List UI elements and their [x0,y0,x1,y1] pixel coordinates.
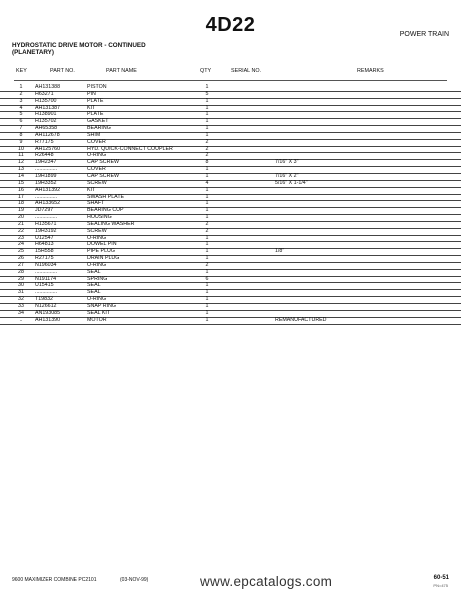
row-part-no: ............... [35,193,58,200]
row-qty: 1 [205,282,209,289]
row-part-name: HYD. QUICK-CONNECT COUPLER [87,145,173,152]
row-part-no: U12547 [35,234,54,241]
row-qty: 1 [205,234,209,241]
footer-machine: 9600 MAXIMIZER COMBINE PC2101 [12,577,97,583]
table-row [0,311,461,318]
row-part-name: SNAP RING [87,303,117,309]
row-qty: 1 [205,172,209,179]
row-key: 28 [18,268,24,275]
row-key: 33 [18,303,24,309]
row-key: 19 [18,207,24,214]
row-part-name: PLATE [87,111,104,118]
table-row [0,92,461,99]
row-part-no: H63271 [35,90,54,97]
row-key: 27 [18,261,24,268]
row-key: 34 [18,309,24,316]
row-part-name: O-RING [87,296,107,303]
row-part-name: SHAFT [87,200,105,207]
row-part-name: DOWEL PIN [87,241,117,248]
header-divider [14,80,447,81]
row-part-name: SEALING WASHER [87,220,135,227]
row-remarks: 5/16" X 1-1/4" [275,179,308,186]
row-part-name: KIT [87,104,96,111]
row-part-no: R77175 [35,138,54,145]
table-row [0,140,461,147]
table-row [0,147,461,154]
row-part-name: SEAL [87,289,101,296]
row-part-no: AH131390 [35,316,61,323]
row-key: 3 [19,97,23,104]
row-qty: 1 [205,241,209,248]
row-key: 10 [18,145,24,152]
row-part-name: CAP SCREW [87,159,119,166]
row-key: 20 [18,214,24,221]
row-key: 6 [19,118,23,125]
row-key: 30 [18,282,24,289]
row-qty: 6 [205,275,209,282]
row-qty: 2 [205,138,209,145]
row-part-name: O-RING [87,234,107,241]
column-header-remarks: REMARKS [357,68,384,74]
row-qty: 2 [205,152,209,159]
table-row [0,119,461,126]
row-key: 24 [18,241,24,248]
table-row [0,290,461,297]
row-qty: 1 [205,193,209,200]
row-qty: 1 [205,131,209,138]
column-header-part-no: PART NO. [50,68,75,74]
row-part-no: AH131388 [35,84,61,90]
row-part-name: SPRING [87,275,108,282]
row-part-no: AH133652 [35,200,61,207]
row-qty: 1 [205,303,209,309]
table-row [0,318,461,325]
row-part-name: PLATE [87,97,104,104]
table-row [0,249,461,256]
table-row [0,195,461,202]
table-row [0,174,461,181]
group-heading [12,42,146,56]
page-title: 4D22 [205,14,256,36]
row-qty: 1 [205,125,209,132]
table-row [0,236,461,243]
row-key: 21 [18,220,24,227]
row-part-name: BEARING [87,125,111,132]
row-qty: 1 [205,214,209,221]
row-key: 2 [19,90,23,97]
row-qty: 1 [205,316,209,323]
row-qty: 1 [205,186,209,193]
row-qty: 1 [205,111,209,118]
row-part-name: PIN [87,90,96,97]
group-heading-line1: HYDROSTATIC DRIVE MOTOR - CONTINUED [12,42,146,49]
row-qty: 4 [205,179,209,186]
table-row [0,304,461,311]
row-key: 1 [19,84,23,90]
row-part-no: N196034 [35,261,57,268]
row-part-no: H135700 [35,97,57,104]
table-row [0,160,461,167]
section-label: POWER TRAIN [399,31,449,38]
row-part-no: 19H2347 [35,159,57,166]
row-part-no: H135671 [35,220,57,227]
row-part-no: AH131387 [35,104,61,111]
row-part-no: H138901 [35,111,57,118]
table-row [0,181,461,188]
row-key: 12 [18,159,24,166]
row-qty: 1 [205,289,209,296]
table-row [0,106,461,113]
row-qty: 1 [205,200,209,207]
table-row [0,283,461,290]
row-part-no: R26448 [35,152,54,159]
row-part-no: N191174 [35,275,57,282]
footer-code: PN=475 [433,583,448,588]
row-part-no: T19832 [35,296,53,303]
row-qty: 1 [205,268,209,275]
row-key: 18 [18,200,24,207]
row-qty: 1 [205,248,209,255]
table-row [0,222,461,229]
column-header-part-name: PART NAME [106,68,137,74]
table-row [0,201,461,208]
row-part-name: MOTOR [87,316,107,323]
row-part-name: O-RING [87,261,107,268]
row-key: 8 [19,131,23,138]
row-part-name: O-RING [87,152,107,159]
row-key: 31 [18,289,24,296]
row-key: 14 [18,172,24,179]
row-qty: 1 [205,296,209,303]
row-qty: 2 [205,227,209,234]
row-part-name: SEAL KIT [87,309,111,316]
row-qty: 2 [205,145,209,152]
table-row [0,256,461,263]
row-part-name: KIT [87,186,96,193]
table-row [0,85,461,92]
row-part-name: PISTON [87,84,107,90]
row-part-name: PIPE PLUG [87,248,115,255]
row-qty: 1 [205,207,209,214]
footer-page-number: 60-51 [433,575,449,581]
row-qty: 1 [205,309,209,316]
table-row [0,133,461,140]
row-part-no: ............... [35,268,58,275]
row-key: 15 [18,179,24,186]
table-row [0,188,461,195]
row-part-name: BEARING CUP [87,207,124,214]
row-part-no: ............... [35,214,58,221]
row-qty: 1 [205,118,209,125]
row-key: 13 [18,166,24,173]
table-row [0,126,461,133]
row-key: 23 [18,234,24,241]
row-part-name: GASKET [87,118,109,125]
row-qty: 1 [205,97,209,104]
row-key: 11 [18,152,24,159]
table-row [0,153,461,160]
row-remarks: 7/16" X 2" [275,172,299,179]
row-remarks: 7/16" X 3" [275,159,299,166]
row-part-name: COVER [87,166,106,173]
row-part-name: SWASH PLATE [87,193,125,200]
row-key: 16 [18,186,24,193]
row-qty: 2 [205,261,209,268]
watermark: www.epcatalogs.com [200,574,333,589]
column-header-key: KEY [16,68,27,74]
row-part-name: CAP SCREW [87,172,119,179]
row-part-no: AH65358 [35,125,58,132]
table-row [0,99,461,106]
row-key: 32 [18,296,24,303]
row-part-name: DRAIN PLUG [87,255,120,262]
row-qty: 1 [205,84,209,90]
table-row [0,270,461,277]
row-part-no: U15415 [35,282,54,289]
row-part-name: SHIM [87,131,101,138]
table-row [0,277,461,284]
footer-date: (03-NOV-99) [120,577,149,583]
row-part-no: H135702 [35,118,57,125]
row-qty: 2 [205,220,209,227]
row-qty: 8 [205,159,209,166]
row-key: 7 [19,125,23,132]
table-row [0,297,461,304]
row-key: 9 [19,138,23,145]
table-row [0,229,461,236]
column-header-qty: QTY [200,68,212,74]
row-part-no: AH112678 [35,131,60,138]
row-part-no: H64813 [35,241,54,248]
row-part-name: SEAL [87,268,101,275]
column-header-serial-no: SERIAL NO. [231,68,262,74]
row-part-no: 19H3352 [35,179,57,186]
table-row [0,112,461,119]
group-heading-line2: (PLANETARY) [12,49,54,57]
row-part-no: JD7297 [35,207,54,214]
row-part-name: SCREW [87,227,107,234]
row-part-no: R27175 [35,255,54,262]
row-part-name: SEAL [87,282,101,289]
row-key: 4 [19,104,23,111]
table-row [0,208,461,215]
row-part-no: AH131392 [35,186,61,193]
row-key: 26 [18,255,24,262]
row-remarks: 1/8" [275,248,285,255]
row-part-no: ............... [35,166,58,173]
table-row [0,167,461,174]
table-row [0,242,461,249]
row-key: 22 [18,227,24,234]
row-part-no: 19H3192 [35,227,57,234]
table-row [0,263,461,270]
row-part-no: 15H558 [35,248,54,255]
row-qty: 5 [205,90,209,97]
row-key: 5 [19,111,23,118]
row-remarks: REMANUFACTURED [275,316,327,323]
row-qty: 1 [205,166,209,173]
parts-table [0,85,461,325]
row-part-name: COVER [87,138,106,145]
row-qty: 1 [205,104,209,111]
row-part-no: AN193085 [35,309,61,316]
row-part-no: 19H1899 [35,172,57,179]
row-key: 29 [18,275,24,282]
table-row [0,215,461,222]
row-part-name: SCREW [87,179,107,186]
row-part-no: N126612 [35,303,57,309]
row-key: 25 [18,248,24,255]
row-part-no: ............... [35,289,58,296]
row-key: 17 [18,193,24,200]
row-part-name: HOUSING [87,214,112,221]
row-part-no: AH125760 [35,145,61,152]
row-qty: 1 [205,255,209,262]
row-key: .. [19,316,23,323]
